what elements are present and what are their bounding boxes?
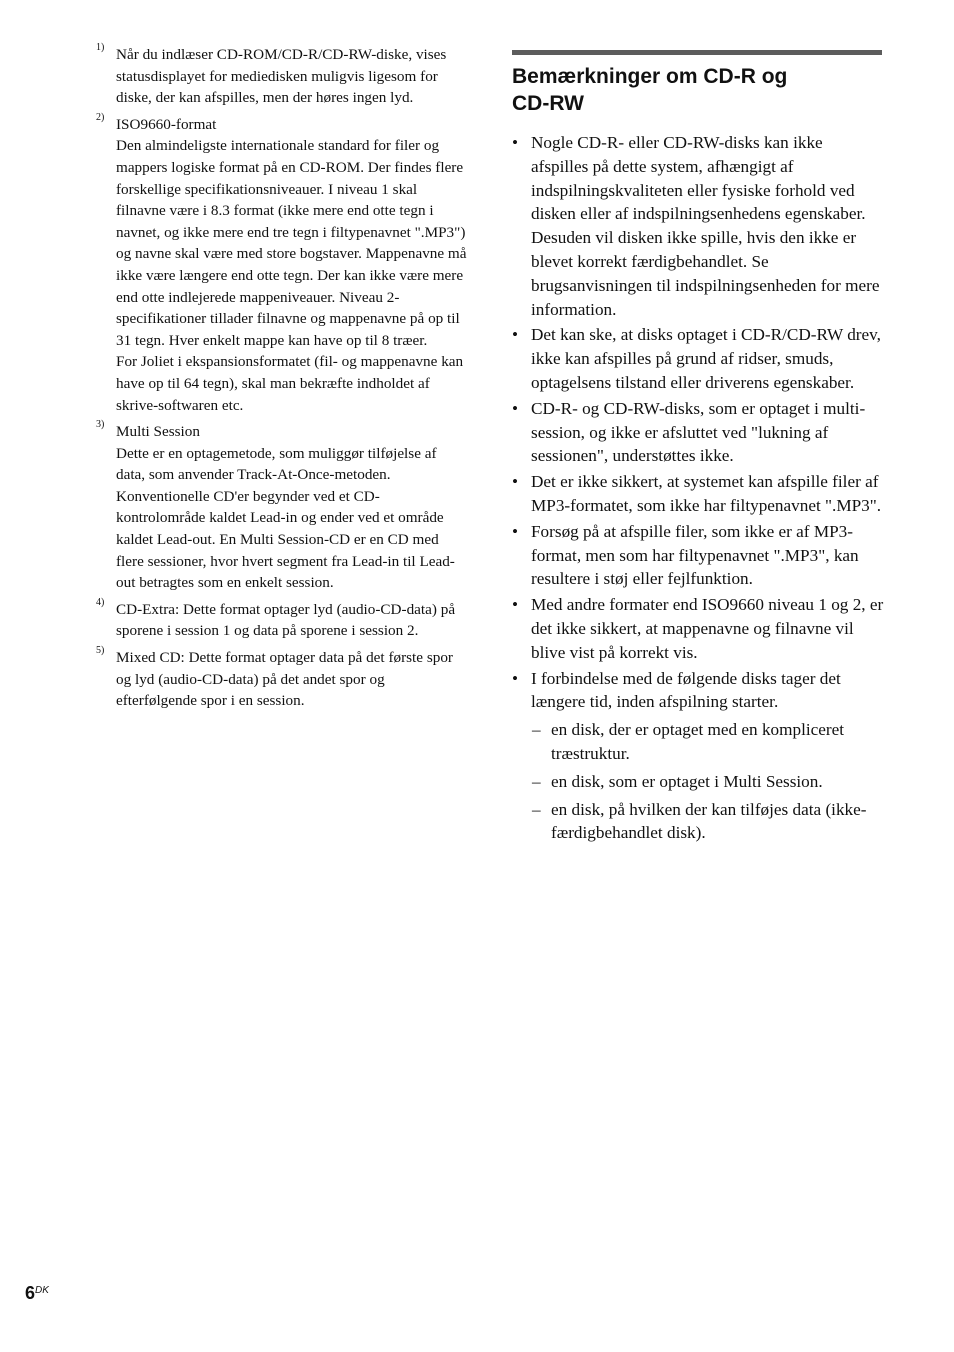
list-item <box>512 323 884 394</box>
page-number-value: 6 <box>25 1283 36 1303</box>
dash-icon: – <box>532 771 541 791</box>
sub-list-item <box>531 770 884 794</box>
footnote-5 <box>96 647 468 712</box>
page-number <box>25 1280 49 1304</box>
bullet-icon: • <box>512 595 519 615</box>
footnote-number: 5) <box>96 645 105 657</box>
list-item <box>512 131 884 321</box>
list-item-text: I forbindelse med de følgende disks tager det længere tid, inden afspilning starter. <box>531 668 841 712</box>
footnote-4 <box>96 596 468 642</box>
footnote-text: CD-Extra: Dette format optager lyd (audio-CD-data) på sporene i session 1 og data på sporene i session 2. <box>116 600 456 640</box>
footnote-text: Dette er en optagemetode, som muliggør tilføjelse af data, som anvender Track-At-Once-metoden. Konventionelle CD'er begynder ved et CD-kontrolområde kaldet Lead-in og ender ved et område kaldet Lead-out. En Multi Session-CD er en CD med flere sessioner, hvor hvert segment fra Lead-in til Lead-out betragtes som en enkelt session. <box>116 444 455 592</box>
notes-section <box>512 50 884 849</box>
footnote-number: 4) <box>96 596 105 608</box>
sub-list-item <box>531 718 884 766</box>
footnote-3 <box>96 421 468 594</box>
bullet-icon: • <box>512 668 519 688</box>
footnote-number: 3) <box>96 419 105 431</box>
section-heading <box>512 63 884 117</box>
page-language-suffix: DK <box>35 1285 49 1296</box>
bullet-icon: • <box>512 133 519 152</box>
sub-list <box>531 718 884 845</box>
footnote-text: Når du indlæser CD-ROM/CD-R/CD-RW-diske, vises statusdisplayet for mediedisken muligvis ligesom for diske, der kan afspilles, men der høres ingen lyd. <box>116 46 447 107</box>
list-item <box>512 593 884 664</box>
heading-rule <box>512 50 882 55</box>
footnote-text: For Joliet i ekspansionsformatet (fil- og mappenavne kan have op til 64 tegn), skal man bekræfte indholdet af skrive-softwaren etc. <box>116 353 464 414</box>
list-item-text: Med andre formater end ISO9660 niveau 1 og 2, er det ikke sikkert, at mappenavne og filnavne vil blive vist på korrekt vis. <box>531 595 884 662</box>
sub-list-item-text: en disk, der er optaget med en kompliceret træstruktur. <box>551 720 845 763</box>
sub-list-item-text: en disk, som er optaget i Multi Session. <box>551 771 823 791</box>
list-item-text: Forsøg på at afspille filer, som ikke er af MP3-format, men som har filtypenavnet ".MP3", kan resultere i støj eller fejlfunktion. <box>531 521 859 589</box>
footnotes-column <box>96 44 468 717</box>
list-item-text: CD-R- og CD-RW-disks, som er optaget i multi-session, og ikke er afsluttet ved "lukning af sessionen", understøttes ikke. <box>531 398 866 466</box>
dash-icon: – <box>532 799 541 819</box>
footnote-title: ISO9660-format <box>116 115 217 133</box>
footnote-number: 2) <box>96 111 105 123</box>
section-heading-line: Bemærkninger om CD-R og <box>512 65 788 88</box>
list-item <box>512 520 884 591</box>
footnote-text: Mixed CD: Dette format optager data på det første spor og lyd (audio-CD-data) på det andet spor og efterfølgende spor i en session. <box>116 649 453 710</box>
section-heading-line: CD-RW <box>512 92 584 115</box>
notes-list <box>512 131 884 845</box>
sub-list-item-text: en disk, på hvilken der kan tilføjes data (ikke-færdigbehandlet disk). <box>551 799 867 843</box>
bullet-icon: • <box>512 472 519 492</box>
footnote-2 <box>96 111 468 416</box>
list-item <box>512 397 884 468</box>
list-item-text: Det kan ske, at disks optaget i CD-R/CD-RW drev, ikke kan afspilles på grund af ridser, smuds, optagelsens tilstand eller driverens egenskaber. <box>531 325 881 392</box>
footnote-1 <box>96 44 468 109</box>
list-item <box>512 470 884 518</box>
list-item <box>512 667 884 846</box>
footnote-text: Den almindeligste internationale standard for filer og mappers logiske format på en CD-ROM. Der findes flere forskellige specifikationsniveauer. I niveau 1 skal filnavne være i 8.3 format (ikke mere end otte tegn i navnet, og ikke mere end tre tegn i filtypenavnet ".MP3") og navne skal være med store bogstaver. Mappenavne må ikke være længere end otte tegn. Der kan ikke være mere end otte indlejerede mappeniveauer. Niveau 2-specifikationer tillader filnavne og mappenavne på op til 31 tegn. Hver enkelt mappe kan have op til 8 træer. <box>116 137 467 349</box>
list-item-text: Det er ikke sikkert, at systemet kan afspille filer af MP3-formatet, som ikke har filtypenavnet ".MP3". <box>531 472 882 515</box>
bullet-icon: • <box>512 521 519 541</box>
bullet-icon: • <box>512 325 519 345</box>
footnote-number: 1) <box>96 42 105 53</box>
footnote-title: Multi Session <box>116 423 200 441</box>
dash-icon: – <box>532 720 541 740</box>
bullet-icon: • <box>512 398 519 418</box>
list-item-text: Nogle CD-R- eller CD-RW-disks kan ikke afspilles på dette system, afhængigt af indspilningskvaliteten eller fysiske forhold ved disken eller af indspilningsenhedens egenskaber. Desuden vil disken ikke spille, hvis den ikke er blevet korrekt færdigbehandlet. Se brugsanvisningen til indspilningsenheden for mere information. <box>531 133 880 319</box>
sub-list-item <box>531 798 884 846</box>
